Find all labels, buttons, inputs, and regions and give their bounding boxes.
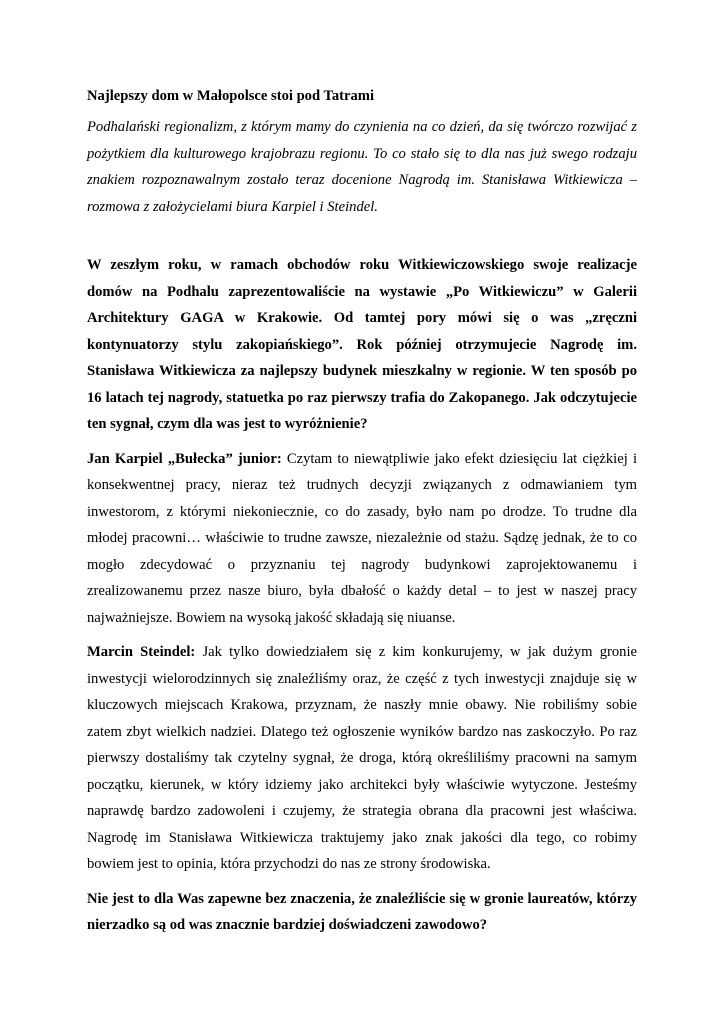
interview-answer-2 bbox=[87, 639, 637, 878]
article-lead: Podhalański regionalizm, z którym mamy do czynienia na co dzień, da się twórczo rozwijać z pożytkiem dla kulturowego krajobrazu regionu. To co stało się to dla nas już swego rodzaju znakiem rozpoznawalnym zostało teraz docenione Nagrodą im. Stanisława Witkiewicza – rozmowa z założycielami biura Karpiel i Steindel. bbox=[87, 119, 637, 215]
document-page bbox=[87, 86, 637, 947]
answer-text-steindel: Jak tylko dowiedziałem się z kim konkurujemy, w jak dużym gronie inwestycji wielorodzinnych się znaleźliśmy oraz, że część z tych inwestycji znajduje się w kluczowych miejscach Krakowa, przyznam, że naszły mnie obawy. Nie robiliśmy sobie zatem zbyt wielkich nadziei. Dlatego też ogłoszenie wyników bardzo nas zaskoczyło. Po raz pierwszy dostaliśmy tak czytelny sygnał, że droga, którą określiliśmy pracowni na samym początku, kierunek, w który idziemy jako architekci były właściwie wytyczone. Jesteśmy naprawdę bardzo zadowoleni i czujemy, że strategia obrana dla pracowni jest właściwa. Nagrodę im Stanisława Witkiewicza traktujemy jako znak jakości dla tego, co robimy bowiem jest to opinia, która przychodzi do nas ze strony środowiska. bbox=[87, 644, 637, 872]
interview-answer-1 bbox=[87, 446, 637, 632]
speaker-name-karpiel: Jan Karpiel „Bułecka” junior: bbox=[87, 450, 282, 467]
article-title: Najlepszy dom w Małopolsce stoi pod Tatrami bbox=[87, 88, 375, 104]
interview-question-2: Nie jest to dla Was zapewne bez znaczenia, że znaleźliście się w gronie laureatów, którzy nierzadko są od was znacznie bardziej doświadczeni zawodowo? bbox=[87, 890, 637, 933]
section-gap bbox=[87, 220, 637, 252]
speaker-name-steindel: Marcin Steindel: bbox=[87, 644, 196, 660]
answer-text-karpiel: Czytam to niewątpliwie jako efekt dziesięciu lat ciężkiej i konsekwentnej pracy, nieraz też trudnych decyzji związanych z odmawianiem tym inwestorom, z którymi niekoniecznie, co do zasady, było nam po drodze. To trudne dla młodej pracowni… właściwie to trudne zawsze, niezależnie od stażu. Sądzę jednak, że to co mogło zdecydować o przyznaniu tej nagrody budynkowi zaprojektowanemu i zrealizowanemu przez nasze biuro, była dbałość o każdy detal – to jest w naszej pracy najważniejsze. Bowiem na wysoką jakość składają się niuanse. bbox=[87, 450, 637, 626]
interview-question-1: W zeszłym roku, w ramach obchodów roku Witkiewiczowskiego swoje realizacje domów na Podhalu zaprezentowaliście na wystawie „Po Witkiewiczu” w Galerii Architektury GAGA w Krakowie. Od tamtej pory mówi się o was „zręczni kontynuatorzy stylu zakopiańskiego”. Rok później otrzymujecie Nagrodę im. Stanisława Witkiewicza za najlepszy budynek mieszkalny w regionie. W ten sposób po 16 latach tej nagrody, statuetka po raz pierwszy trafia do Zakopanego. Jak odczytujecie ten sygnał, czym dla was jest to wyróżnienie? bbox=[87, 257, 637, 432]
